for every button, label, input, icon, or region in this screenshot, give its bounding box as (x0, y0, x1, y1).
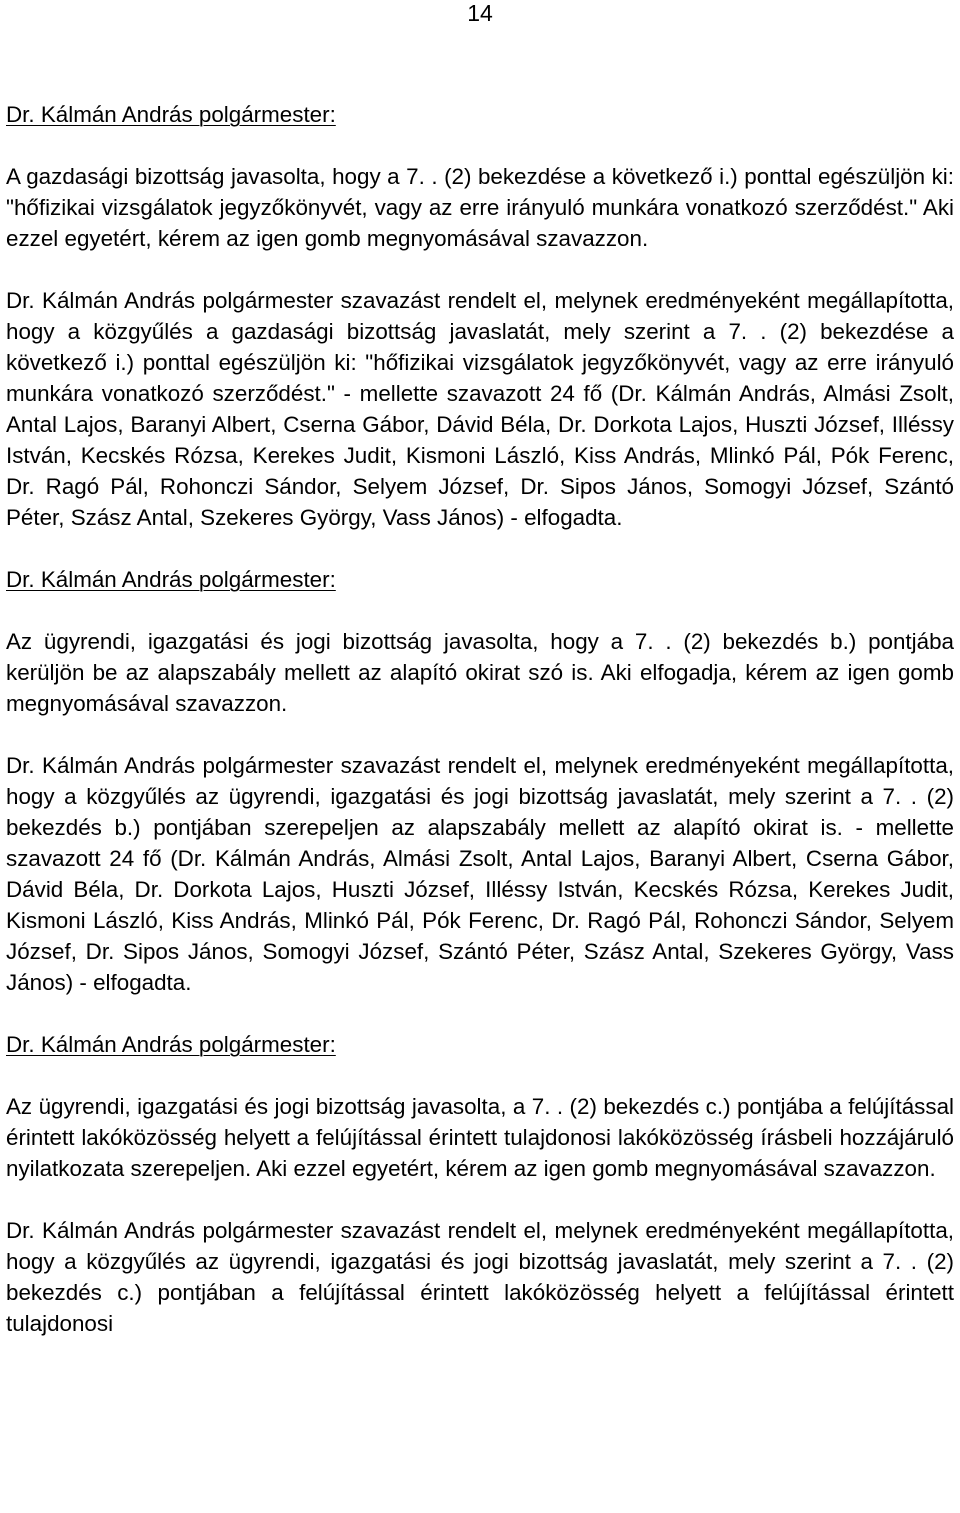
page-number: 14 (467, 0, 493, 26)
speaker-heading: Dr. Kálmán András polgármester: (6, 1032, 336, 1057)
document-body (6, 99, 954, 1339)
vote-result-paragraph: Dr. Kálmán András polgármester szavazást rendelt el, melynek eredményeként megállapította, hogy a közgyűlés az ügyrendi, igazgatási és jogi bizottság javaslatát, mely szerint a 7. . (2) bekezdés c.) pontjában a felújítással érintett lakóközösség helyett a felújítással érintett tulajdonosi (6, 1218, 954, 1336)
agenda-block-2 (6, 564, 954, 998)
agenda-block-1 (6, 99, 954, 533)
vote-result-paragraph: Dr. Kálmán András polgármester szavazást rendelt el, melynek eredményeként megállapította, hogy a közgyűlés az ügyrendi, igazgatási és jogi bizottság javaslatát, mely szerint a 7. . (2) bekezdés b.) pontjában szerepeljen az alapszabály mellett az alapító okirat is. - mellette szavazott 24 fő (Dr. Kálmán András, Almási Zsolt, Antal Lajos, Baranyi Albert, Cserna Gábor, Dávid Béla, Dr. Dorkota Lajos, Huszti József, Illéssy István, Kecskés Rózsa, Kerekes Judit, Kismoni László, Kiss András, Mlinkó Pál, Pók Ferenc, Dr. Ragó Pál, Rohonczi Sándor, Selyem József, Dr. Sipos János, Somogyi József, Szántó Péter, Szász Antal, Szekeres György, Vass János) - elfogadta. (6, 753, 954, 995)
vote-result-paragraph: Dr. Kálmán András polgármester szavazást rendelt el, melynek eredményeként megállapította, hogy a közgyűlés a gazdasági bizottság javaslatát, mely szerint a 7. . (2) bekezdése a következő i.) ponttal egészüljön ki: "hőfizikai vizsgálatok jegyzőkönyvét, vagy az erre irányuló munkára vonatkozó szerződést." - mellette szavazott 24 fő (Dr. Kálmán András, Almási Zsolt, Antal Lajos, Baranyi Albert, Cserna Gábor, Dávid Béla, Dr. Dorkota Lajos, Huszti József, Illéssy István, Kecskés Rózsa, Kerekes Judit, Kismoni László, Kiss András, Mlinkó Pál, Pók Ferenc, Dr. Ragó Pál, Rohonczi Sándor, Selyem József, Dr. Sipos János, Somogyi József, Szántó Péter, Szász Antal, Szekeres György, Vass János) - elfogadta. (6, 288, 954, 530)
speaker-heading: Dr. Kálmán András polgármester: (6, 102, 336, 127)
proposal-paragraph: Az ügyrendi, igazgatási és jogi bizottság javasolta, hogy a 7. . (2) bekezdés b.) pontjába kerüljön be az alapszabály mellett az alapító okirat szó is. Aki elfogadja, kérem az igen gomb megnyomásával szavazzon. (6, 629, 954, 716)
proposal-paragraph: Az ügyrendi, igazgatási és jogi bizottság javasolta, a 7. . (2) bekezdés c.) pontjába a felújítással érintett lakóközösség helyett a felújítással érintett tulajdonosi lakóközösség írásbeli hozzájáruló nyilatkozata szerepeljen. Aki ezzel egyetért, kérem az igen gomb megnyomásával szavazzon. (6, 1094, 954, 1181)
agenda-block-3 (6, 1029, 954, 1339)
speaker-heading: Dr. Kálmán András polgármester: (6, 567, 336, 592)
proposal-paragraph: A gazdasági bizottság javasolta, hogy a 7. . (2) bekezdése a következő i.) ponttal egészüljön ki: "hőfizikai vizsgálatok jegyzőkönyvét, vagy az erre irányuló munkára vonatkozó szerződést." Aki ezzel egyetért, kérem az igen gomb megnyomásával szavazzon. (6, 164, 954, 251)
